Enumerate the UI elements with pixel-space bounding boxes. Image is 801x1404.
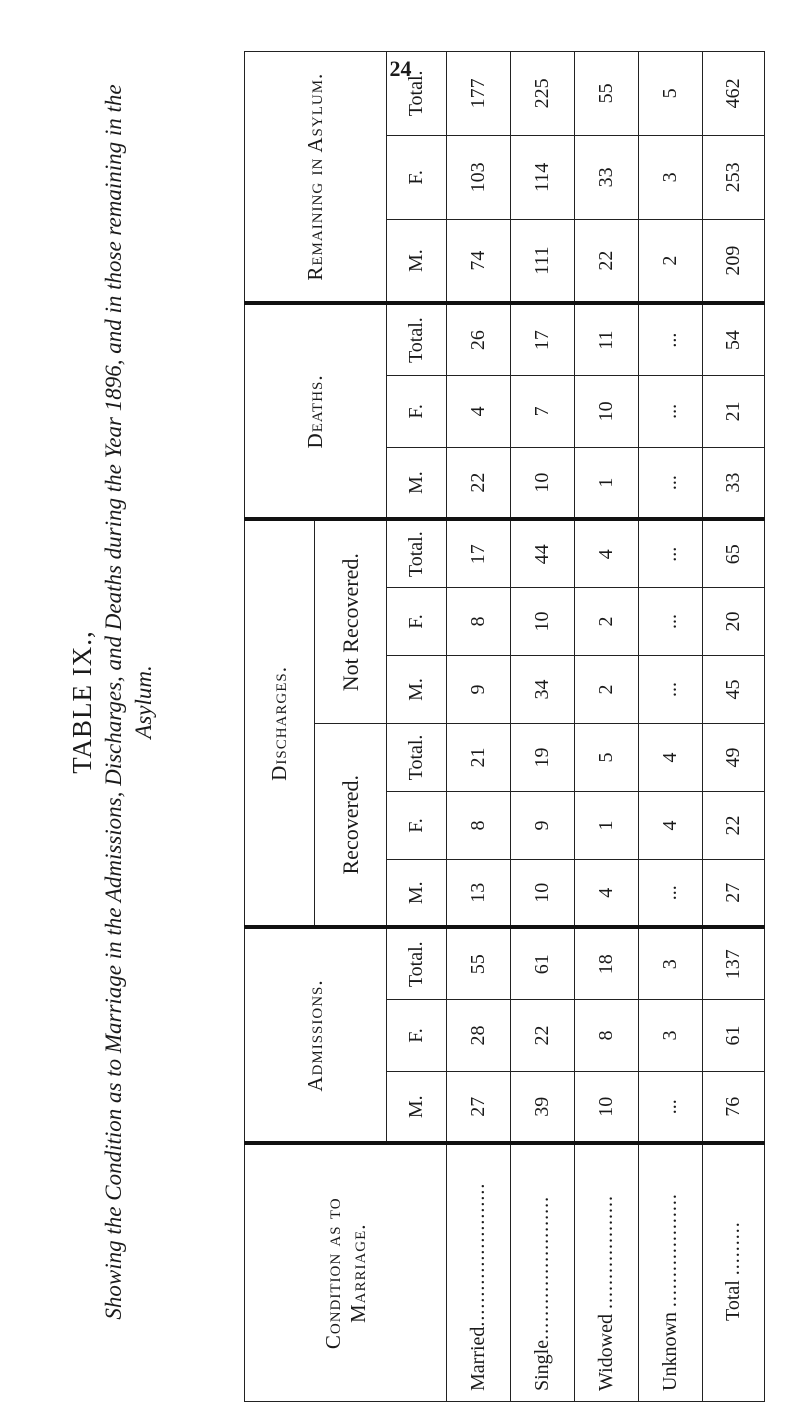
cell: 55	[447, 927, 511, 999]
col-rec-f: F.	[387, 791, 447, 859]
cell: 10	[575, 1072, 639, 1144]
col-remain-total: Total.	[387, 51, 447, 135]
col-deaths-f: F.	[387, 375, 447, 447]
cell: 17	[511, 303, 575, 375]
cell: 22	[511, 1000, 575, 1072]
table-label: TABLE IX.,	[67, 630, 97, 774]
cell: 9	[511, 791, 575, 859]
cell: 22	[703, 791, 765, 859]
cell: 103	[447, 135, 511, 219]
cell: 8	[447, 587, 511, 655]
cell: ...	[639, 859, 703, 927]
cell: 8	[447, 791, 511, 859]
cell: ...	[639, 655, 703, 723]
cell: 5	[639, 51, 703, 135]
row-label: Married........................	[447, 1144, 511, 1402]
cell: 55	[575, 51, 639, 135]
cell: 2	[639, 219, 703, 303]
cell: 225	[511, 51, 575, 135]
cell: 10	[511, 587, 575, 655]
cell: 4	[639, 723, 703, 791]
cell: 114	[511, 135, 575, 219]
marriage-condition-table	[244, 51, 765, 1402]
cell: 111	[511, 219, 575, 303]
header-condition: Condition as to Marriage.	[245, 1144, 447, 1402]
cell: ...	[639, 447, 703, 519]
cell: 27	[447, 1072, 511, 1144]
col-notrec-total: Total.	[387, 519, 447, 587]
col-adm-m: M.	[387, 1072, 447, 1144]
header-remaining: Remaining in Asylum.	[245, 51, 387, 303]
header-admissions: Admissions.	[245, 927, 387, 1143]
cell: 8	[575, 1000, 639, 1072]
cell: 7	[511, 375, 575, 447]
row-label: Widowed ...................	[575, 1144, 639, 1402]
cell: 4	[639, 791, 703, 859]
cell: 10	[575, 375, 639, 447]
cell: 33	[575, 135, 639, 219]
table-row-unknown	[639, 51, 703, 1401]
header-deaths: Deaths.	[245, 303, 387, 519]
cell: 19	[511, 723, 575, 791]
cell: 10	[511, 859, 575, 927]
cell: 21	[447, 723, 511, 791]
cell: 18	[575, 927, 639, 999]
col-notrec-m: M.	[387, 655, 447, 723]
cell: 253	[703, 135, 765, 219]
cell: ...	[639, 375, 703, 447]
cell: 1	[575, 791, 639, 859]
header-not-recovered: Not Recovered.	[315, 519, 387, 723]
col-remain-f: F.	[387, 135, 447, 219]
cell: 4	[575, 519, 639, 587]
cell: 45	[703, 655, 765, 723]
cell: 1	[575, 447, 639, 519]
cell: 3	[639, 1000, 703, 1072]
col-deaths-m: M.	[387, 447, 447, 519]
cell: 22	[575, 219, 639, 303]
cell: 11	[575, 303, 639, 375]
cell: ...	[639, 587, 703, 655]
cell: 33	[703, 447, 765, 519]
col-rec-m: M.	[387, 859, 447, 927]
cell: 177	[447, 51, 511, 135]
cell: 61	[703, 1000, 765, 1072]
cell: ...	[639, 1072, 703, 1144]
cell: 26	[447, 303, 511, 375]
cell: 5	[575, 723, 639, 791]
table-row-total	[703, 51, 765, 1401]
cell: 2	[575, 655, 639, 723]
cell: 34	[511, 655, 575, 723]
table-row-widowed	[575, 51, 639, 1401]
cell: 10	[511, 447, 575, 519]
cell: 9	[447, 655, 511, 723]
col-notrec-f: F.	[387, 587, 447, 655]
cell: 2	[575, 587, 639, 655]
cell: 4	[575, 859, 639, 927]
cell: 137	[703, 927, 765, 999]
cell: 39	[511, 1072, 575, 1144]
cell: 54	[703, 303, 765, 375]
col-rec-total: Total.	[387, 723, 447, 791]
row-label: Single........................	[511, 1144, 575, 1402]
header-recovered: Recovered.	[315, 723, 387, 927]
col-adm-f: F.	[387, 1000, 447, 1072]
marriage-condition-table-wrap	[244, 70, 764, 1402]
cell: 76	[703, 1072, 765, 1144]
cell: 4	[447, 375, 511, 447]
cell: 65	[703, 519, 765, 587]
cell: 49	[703, 723, 765, 791]
cell: 61	[511, 927, 575, 999]
cell: 3	[639, 927, 703, 999]
col-remain-m: M.	[387, 219, 447, 303]
cell: 3	[639, 135, 703, 219]
cell: 27	[703, 859, 765, 927]
cell: 28	[447, 1000, 511, 1072]
cell: 20	[703, 587, 765, 655]
page-number: 24	[389, 56, 412, 81]
cell: 209	[703, 219, 765, 303]
table-row-married	[447, 51, 511, 1401]
table-caption: Showing the Condition as to Marriage in the Admissions, Discharges, and Deaths during the Year 1896, and in those remaining in the Asylum.	[101, 84, 156, 1320]
col-deaths-total: Total.	[387, 303, 447, 375]
table-title-block	[65, 52, 185, 1352]
col-adm-total: Total.	[387, 927, 447, 999]
cell: ...	[639, 519, 703, 587]
cell: 462	[703, 51, 765, 135]
cell: 74	[447, 219, 511, 303]
cell: 22	[447, 447, 511, 519]
table-row-single	[511, 51, 575, 1401]
row-label: Unknown ...................	[639, 1144, 703, 1402]
header-discharges: Discharges.	[245, 519, 315, 927]
cell: 13	[447, 859, 511, 927]
row-label: Total .........	[703, 1144, 765, 1402]
cell: 21	[703, 375, 765, 447]
cell: 44	[511, 519, 575, 587]
cell: ...	[639, 303, 703, 375]
cell: 17	[447, 519, 511, 587]
